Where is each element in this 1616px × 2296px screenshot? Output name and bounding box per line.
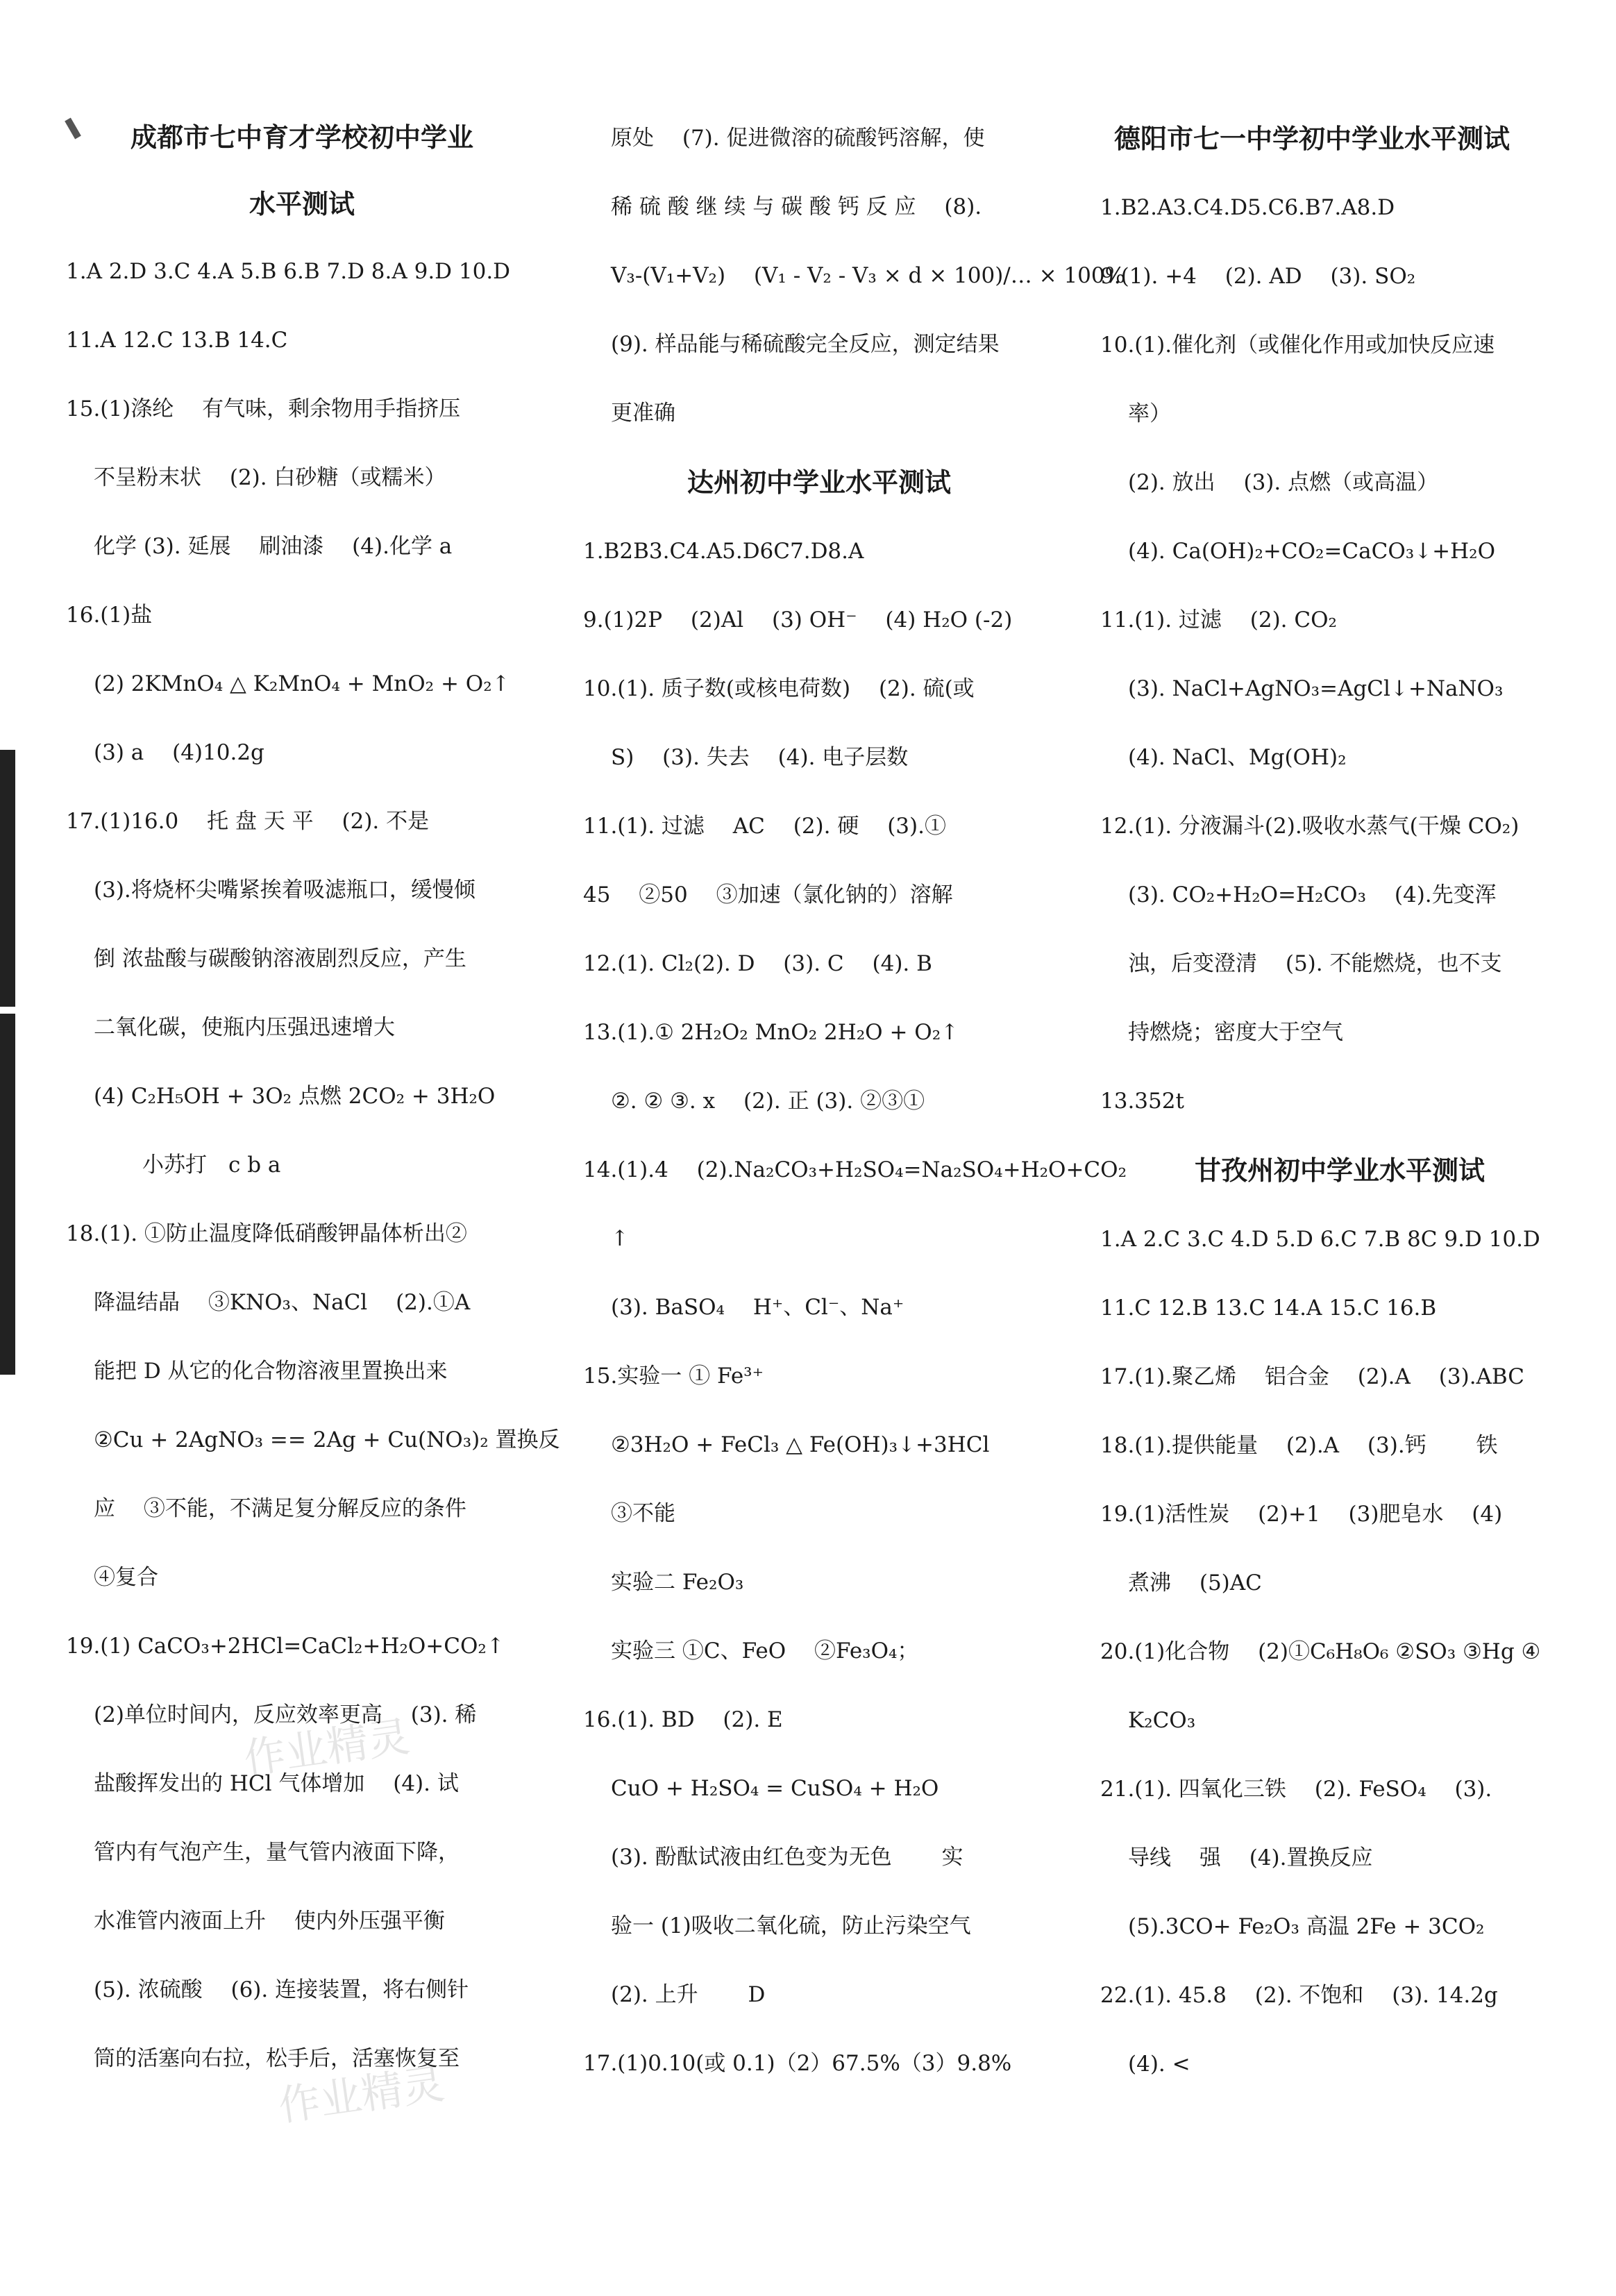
answer-line: 浊，后变澄清 (5). 不能燃烧，也不支: [1128, 951, 1502, 976]
answer-line: (4). Ca(OH)₂+CO₂=CaCO₃↓+H₂O: [1128, 539, 1495, 564]
answer-line: (2). 上升 D: [611, 1982, 766, 2007]
answer-line: 16.(1)盐: [66, 603, 153, 628]
answer-line: (9). 样品能与稀硫酸完全反应，测定结果: [611, 332, 1000, 357]
answer-line: 持燃烧；密度大于空气: [1128, 1020, 1343, 1045]
answer-line: 13.(1).① 2H₂O₂ MnO₂ 2H₂O + O₂↑: [583, 1020, 959, 1045]
answer-list-dazhou: [583, 517, 1127, 2098]
answer-line: 盐酸挥发出的 HCl 气体增加 (4). 试: [94, 1771, 459, 1796]
answer-line: ②3H₂O + FeCl₃ △ Fe(OH)₃↓+3HCl: [611, 1432, 990, 1457]
answer-line: 19.(1)活性炭 (2)+1 (3)肥皂水 (4): [1100, 1502, 1503, 1527]
answer-line: 45 ②50 ③加速（氯化钠的）溶解: [583, 882, 953, 907]
answer-line: K₂CO₃: [1128, 1708, 1196, 1733]
answer-line: (4). NaCl、Mg(OH)₂: [1128, 745, 1347, 770]
answer-line: ③不能: [611, 1501, 675, 1526]
answer-list-chengdu: [66, 237, 560, 2093]
answer-line: (3).将烧杯尖嘴紧挨着吸滤瓶口，缓慢倾: [94, 878, 475, 903]
answer-line: V₃-(V₁+V₂) (V₁ - V₂ - V₃ × d × 100)/… × 100%: [611, 263, 1126, 288]
answer-line: (2)单位时间内，反应效率更高 (3). 稀: [94, 1702, 477, 1727]
answer-line: 应 ③不能，不满足复分解反应的条件: [94, 1496, 466, 1521]
answer-line: S) (3). 失去 (4). 电子层数: [611, 745, 909, 770]
answer-line: 20.(1)化合物 (2)①C₆H₈O₆ ②SO₃ ③Hg ④: [1100, 1639, 1541, 1664]
section-title-chengdu: 成都市七中育才学校初中学业: [130, 122, 473, 153]
answer-line: CuO + H₂SO₄ = CuSO₄ + H₂O: [611, 1776, 939, 1801]
answer-line: (3) a (4)10.2g: [94, 740, 264, 765]
answer-line: (5). 浓硫酸 (6). 连接装置，将右侧针: [94, 1977, 469, 2002]
column-chengdu: [66, 104, 560, 2093]
answer-line: 降温结晶 ③KNO₃、NaCl (2).①A: [94, 1290, 471, 1315]
column-deyang: [1100, 104, 1579, 2099]
answer-line: ↑: [611, 1226, 629, 1251]
answer-line: 能把 D 从它的化合物溶液里置换出来: [94, 1359, 448, 1384]
section-title-ganzi: 甘孜州初中学业水平测试: [1194, 1155, 1485, 1186]
answer-line: 11.(1). 过滤 AC (2). 硬 (3).①: [583, 814, 946, 839]
answer-line: 1.A 2.C 3.C 4.D 5.D 6.C 7.B 8C 9.D 10.D: [1100, 1227, 1540, 1252]
answer-line: 10.(1).催化剂（或催化作用或加快反应速: [1100, 333, 1495, 358]
answer-line: 更准确: [611, 401, 675, 426]
answer-line: 14.(1).4 (2).Na₂CO₃+H₂SO₄=Na₂SO₄+H₂O+CO₂: [583, 1157, 1127, 1182]
answer-line: 17.(1)16.0 托 盘 天 平 (2). 不是: [66, 809, 430, 834]
answer-line: 管内有气泡产生，量气管内液面下降，: [94, 1840, 460, 1865]
answer-line: 不呈粉末状 (2). 白砂糖（或糯米）: [94, 465, 446, 490]
answer-line: 验一 (1)吸收二氧化硫，防止污染空气: [611, 1913, 971, 1938]
answer-list-chengdu-continued: [583, 104, 1126, 448]
answer-line: (5).3CO+ Fe₂O₃ 高温 2Fe + 3CO₂: [1128, 1914, 1485, 1939]
margin-scan-shadow-bottom: [0, 1014, 15, 1375]
answer-line: ②Cu + 2AgNO₃ == 2Ag + Cu(NO₃)₂ 置换反: [94, 1427, 560, 1452]
answer-line: 筒的活塞向右拉，松手后，活塞恢复至: [94, 2046, 460, 2071]
answer-line: 18.(1). ①防止温度降低硝酸钾晶体析出②: [66, 1221, 467, 1246]
answer-line: 11.A 12.C 13.B 14.C: [66, 328, 288, 353]
answer-line: (2). 放出 (3). 点燃（或高温）: [1128, 470, 1439, 495]
answer-line: 16.(1). BD (2). E: [583, 1707, 783, 1732]
answer-list-ganzi: [1100, 1205, 1579, 2099]
answer-line: 化学 (3). 延展 刷油漆 (4).化学 a: [94, 534, 453, 559]
answer-line: 实验三 ①C、FeO ②Fe₃O₄；: [611, 1639, 919, 1664]
answer-line: 10.(1). 质子数(或核电荷数) (2). 硫(或: [583, 676, 975, 701]
answer-line: 11.(1). 过滤 (2). CO₂: [1100, 607, 1337, 632]
answer-list-deyang: [1100, 174, 1579, 1136]
answer-line: 导线 强 (4).置换反应: [1128, 1845, 1373, 1870]
answer-line: (4) C₂H₅OH + 3O₂ 点燃 2CO₂ + 3H₂O: [94, 1084, 496, 1109]
answer-line: 9.(1)2P (2)Al (3) OH⁻ (4) H₂O (-2): [583, 607, 1013, 632]
watermark-1: 作业精灵: [240, 1712, 413, 1784]
answer-line: 水准管内液面上升 使内外压强平衡: [94, 1909, 445, 1934]
answer-line: (3). NaCl+AgNO₃=AgCl↓+NaNO₃: [1128, 676, 1504, 701]
answer-line: 13.352t: [1100, 1089, 1184, 1114]
answer-line: 17.(1).聚乙烯 铝合金 (2).A (3).ABC: [1100, 1364, 1525, 1389]
answer-line: 稀 硫 酸 继 续 与 碳 酸 钙 反 应 (8).: [611, 194, 982, 219]
answer-line: 12.(1). Cl₂(2). D (3). C (4). B: [583, 951, 932, 976]
answer-line: ④复合: [94, 1565, 158, 1590]
section-title-dazhou: 达州初中学业水平测试: [687, 467, 951, 498]
answer-line: 原处 (7). 促进微溶的硫酸钙溶解，使: [611, 126, 985, 151]
answer-line: (3). BaSO₄ H⁺、Cl⁻、Na⁺: [611, 1295, 904, 1320]
section-title-chengdu-cont: 水平测试: [249, 189, 355, 219]
answer-line: (3). 酚酞试液由红色变为无色 实: [611, 1845, 963, 1870]
answer-line: 12.(1). 分液漏斗(2).吸收水蒸气(干燥 CO₂): [1100, 814, 1520, 839]
answer-line: 倒 浓盐酸与碳酸钠溶液剧烈反应，产生: [94, 946, 466, 971]
answer-line: ②. ② ③. x (2). 正 (3). ②③①: [611, 1089, 925, 1114]
answer-line: 15.实验一 ① Fe³⁺: [583, 1364, 764, 1389]
section-title-deyang: 德阳市七一中学初中学业水平测试: [1114, 124, 1510, 154]
answer-line: 15.(1)涤纶 有气味，剩余物用手指挤压: [66, 396, 461, 421]
answer-line: 1.B2.A3.C4.D5.C6.B7.A8.D: [1100, 195, 1395, 220]
margin-scan-shadow-top: [0, 750, 15, 1007]
answer-line: 1.B2B3.C4.A5.D6C7.D8.A: [583, 539, 864, 564]
answer-line: 9.(1). +4 (2). AD (3). SO₂: [1100, 264, 1416, 289]
answer-line: 21.(1). 四氧化三铁 (2). FeSO₄ (3).: [1100, 1777, 1492, 1802]
answer-line: 18.(1).提供能量 (2).A (3).钙 铁: [1100, 1433, 1498, 1458]
answer-line: 煮沸 (5)AC: [1128, 1570, 1262, 1595]
answer-line: (4). <: [1128, 2052, 1190, 2077]
answer-line: 1.A 2.D 3.C 4.A 5.B 6.B 7.D 8.A 9.D 10.D: [66, 259, 511, 284]
answer-line: 实验二 Fe₂O₃: [611, 1570, 744, 1595]
watermark-2: 作业精灵: [275, 2059, 448, 2131]
answer-line: 二氧化碳，使瓶内压强迅速增大: [94, 1015, 395, 1040]
answer-line: 率）: [1128, 401, 1171, 426]
answer-line: (2) 2KMnO₄ △ K₂MnO₄ + MnO₂ + O₂↑: [94, 671, 510, 696]
answer-line: 19.(1) CaCO₃+2HCl=CaCl₂+H₂O+CO₂↑: [66, 1634, 505, 1659]
answer-line: 11.C 12.B 13.C 14.A 15.C 16.B: [1100, 1296, 1437, 1321]
column-dazhou: [583, 104, 1127, 2098]
answer-line: 小苏打 c b a: [142, 1153, 281, 1178]
answer-line: 22.(1). 45.8 (2). 不饱和 (3). 14.2g: [1100, 1983, 1498, 2008]
answer-line: 17.(1)0.10(或 0.1)（2）67.5%（3）9.8%: [583, 2051, 1012, 2076]
answer-line: (3). CO₂+H₂O=H₂CO₃ (4).先变浑: [1128, 882, 1497, 907]
